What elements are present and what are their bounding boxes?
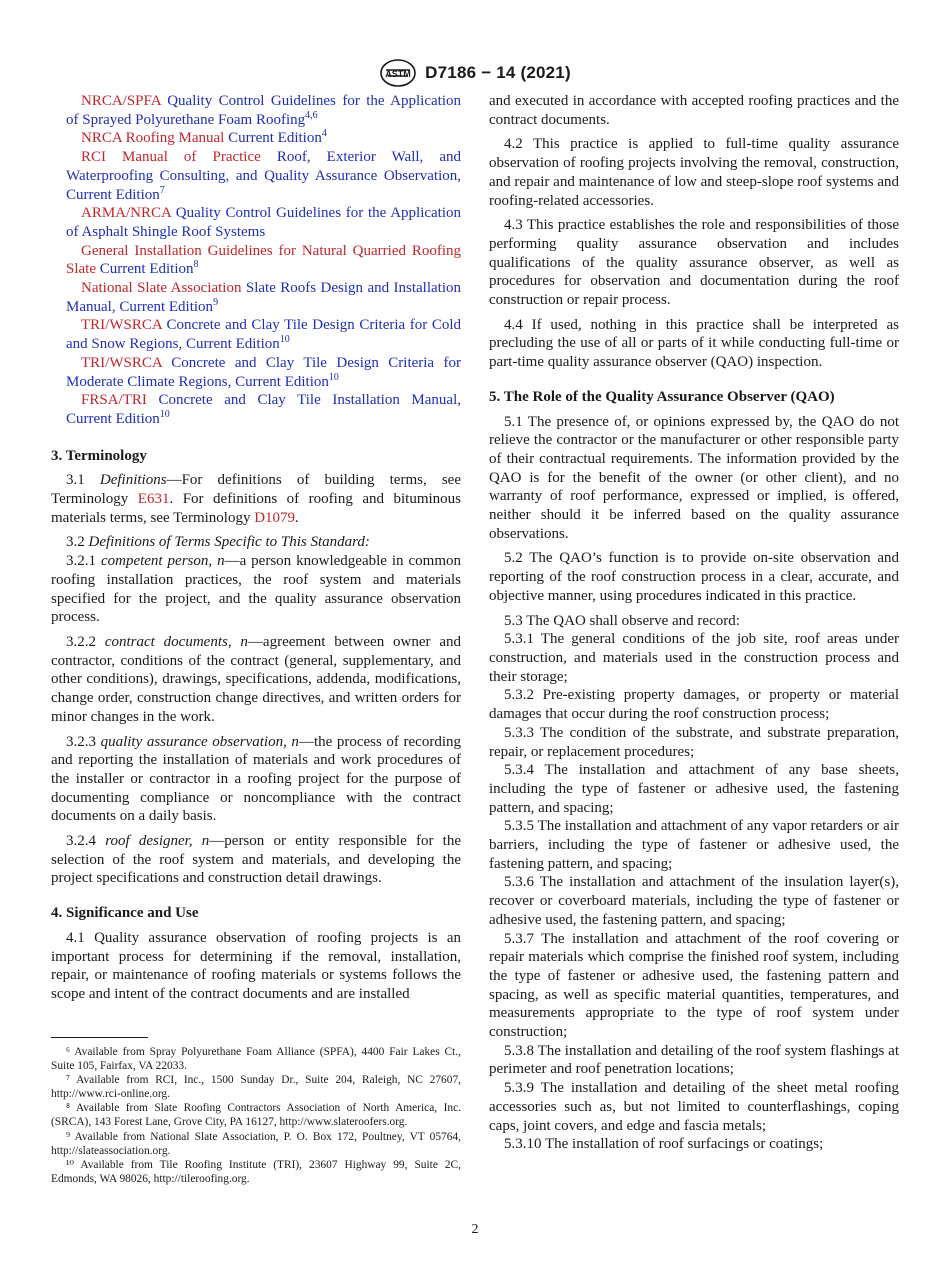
list-item: 5.3.4 The installation and attachment of any base sheets, including the type of fastener or adhesive used, the fastening pattern, and spacing; [489, 762, 899, 816]
reference-item: General Installation Guidelines for Natural Quarried Roofing Slate Current Edition$^8$ [66, 242, 461, 278]
list-item: 5.3.7 The installation and attachment of the roof covering or repair materials which comprise the finished roof system, including the type of fastener or adhesive used, the fastening pattern and spacing, as well as specific material quantities, temperatures, and measurements appropriate to the type of roof system under construction; [489, 930, 899, 1041]
list-item: 5.3.1 The general conditions of the job site, roof areas under construction, and materials used in the construction process and their storage; [489, 631, 899, 685]
right-column [489, 92, 899, 1154]
reference-item: TRI/WSRCA Concrete and Clay Tile Design Criteria for Moderate Climate Regions, Current Edition$^{10}$ [66, 354, 461, 390]
reference-item: TRI/WSRCA Concrete and Clay Tile Design Criteria for Cold and Snow Regions, Current Edition$^{10}$ [66, 317, 461, 353]
page-number: 2 [471, 1222, 479, 1237]
paragraph-5-1: 5.1 The presence of, or opinions expressed by, the QAO do not relieve the contractor or the manufacturer or other responsible party of their contractual requirements. The information provided by the QAO is for the benefit of the owner (or other client), and no warranty of roof performance, expressed or implied, is offered, neither should it be inferred based on the quality assurance observations. [489, 413, 899, 542]
reference-list [51, 92, 461, 429]
paragraph-4-4: 4.4 If used, nothing in this practice shall be interpreted as precluding the use of all or parts of it while conducting full-time or part-time quality assurance observer (QAO) inspection. [489, 316, 899, 371]
footnote: ⁸ Available from Slate Roofing Contractors Association of North America, Inc. (SRCA), 143 Forest Lane, Grove City, PA 16127, http://www.slateroofers.org. [51, 1102, 461, 1129]
paragraph-4-1: 4.1 Quality assurance observation of roofing projects is an important process for determining if the removal, installation, repair, or maintenance of roofing materials or systems follows the scope and intent of the contract documents and are installed [51, 929, 461, 1002]
paragraph-3-2-1: 3.2.1 competent person, n—a person knowledgeable in common roofing installation practices, the roof system and materials specified for the project, and the quality assurance observation process. [51, 553, 461, 626]
footnote: ⁹ Available from National Slate Association, P. O. Box 172, Poultney, VT 05764, http://slateassociation.org. [51, 1130, 461, 1157]
list-item: 5.3.10 The installation of roof surfacings or coatings; [504, 1136, 824, 1153]
list-item: 5.3.2 Pre-existing property damages, or property or material damages that occur during the roof construction process; [489, 687, 899, 723]
footnote: ⁶ Available from Spray Polyurethane Foam Alliance (SPFA), 4400 Fair Lakes Ct., Suite 105, Fairfax, VA 22033. [51, 1046, 461, 1073]
footnote: ¹⁰ Available from Tile Roofing Institute (TRI), 23607 Highway 99, Suite 2C, Edmonds, WA 98026, http://tileroofing.org. [51, 1158, 461, 1185]
list-item: 5.3.6 The installation and attachment of the insulation layer(s), recover or coverboard materials, including the type of fastener or adhesive used, the fastening pattern, and spacing; [489, 874, 899, 928]
reference-item: RCI Manual of Practice Roof, Exterior Wall, and Waterproofing Consulting, and Quality Assurance Observation, Current Edition$^7$ [66, 149, 462, 203]
paragraph-5-2: 5.2 The QAO’s function is to provide on-site observation and reporting of the roof construction process in a clear, accurate, and objective manner, using procedures indicated in this practice. [489, 550, 899, 604]
reference-item: National Slate Association Slate Roofs Design and Installation Manual, Current Edition$^9$ [66, 280, 462, 315]
reference-item: NRCA Roofing Manual Current Edition$^4$ [81, 128, 327, 147]
left-column [51, 92, 461, 1004]
section-heading: 3. Terminology [51, 447, 147, 464]
list-item: 5.3.8 The installation and detailing of the roof system flashings at perimeter and roof penetration locations; [489, 1042, 899, 1078]
list-item: 5.3.3 The condition of the substrate, and substrate preparation, repair, or replacement procedures; [489, 724, 899, 760]
paragraph-4-3: 4.3 This practice establishes the role and responsibilities of those performing quality assurance observation and includes qualifications of the quality assurance observer, as well as procedures for observation and documentation during the roof construction or repair process. [489, 217, 899, 309]
reference-item: NRCA/SPFA Quality Control Guidelines for the Application of Sprayed Polyurethane Foam Roofing$^{4,6}$ [66, 93, 461, 128]
reference-item: ARMA/NRCA Quality Control Guidelines for the Application of Asphalt Shingle Roof Systems [66, 205, 462, 240]
paragraph-3-2: 3.2 Definitions of Terms Specific to This Standard: [66, 534, 370, 551]
paragraph-3-2-2: 3.2.2 contract documents, n—agreement between owner and contractor, conditions of the contract (general, supplementary, and other conditions), drawings, specifications, addenda, modifications, change order, construction change directives, and written orders for minor changes in the work. [51, 633, 462, 725]
paragraph-3-2-3: 3.2.3 quality assurance observation, n—the process of recording and reporting the installation of materials and work procedures of the installer or contractor in a roofing project for the purpose of documenting compliance or noncompliance with the contract documents on a daily basis. [51, 733, 461, 825]
paragraph-3-1: 3.1 Definitions—For definitions of building terms, see Terminology E631. For definitions of roofing and bituminous materials terms, see Terminology D1079. [51, 472, 461, 526]
footnotes [51, 1045, 461, 1186]
footnote-divider [51, 1037, 148, 1038]
paragraph-3-2-4: 3.2.4 roof designer, n—person or entity responsible for the selection of the roof system and materials, and developing the project specifications and construction detail drawings. [51, 833, 462, 887]
standard-link[interactable]: E631 [137, 491, 170, 508]
astm-logo-icon [379, 58, 417, 88]
section-heading: 5. The Role of the Quality Assurance Observer (QAO) [489, 388, 835, 405]
paragraph-5-3: 5.3 The QAO shall observe and record: [504, 612, 740, 629]
list-item: 5.3.5 The installation and attachment of any vapor retarders or air barriers, including the type of fastener or adhesive used, the fastening pattern, and spacing; [489, 818, 899, 872]
list-item: 5.3.9 The installation and detailing of the sheet metal roofing accessories such as, but not limited to counterflashings, coping caps, joint covers, and edge and fascia metals; [489, 1080, 899, 1134]
svg-text:ASTM: ASTM [385, 69, 411, 79]
reference-item: FRSA/TRI Concrete and Clay Tile Installation Manual, Current Edition$^{10}$ [66, 392, 462, 427]
paragraph-4-1-continued: and executed in accordance with accepted roofing practices and the contract documents. [489, 93, 899, 128]
paragraph-4-2: 4.2 This practice is applied to full-time quality assurance observation of roofing projects involving the removal, construction, and repair and maintenance of low and steep-slope roof systems and roofing-related accessories. [489, 136, 899, 209]
section-heading: 4. Significance and Use [51, 905, 199, 922]
footnote: ⁷ Available from RCI, Inc., 1500 Sunday Dr., Suite 204, Raleigh, NC 27607, http://www.rci-online.org. [51, 1074, 461, 1101]
page-header [0, 58, 950, 88]
document-id: D7186 − 14 (2021) [425, 63, 571, 82]
standard-link[interactable]: D1079 [254, 509, 296, 526]
